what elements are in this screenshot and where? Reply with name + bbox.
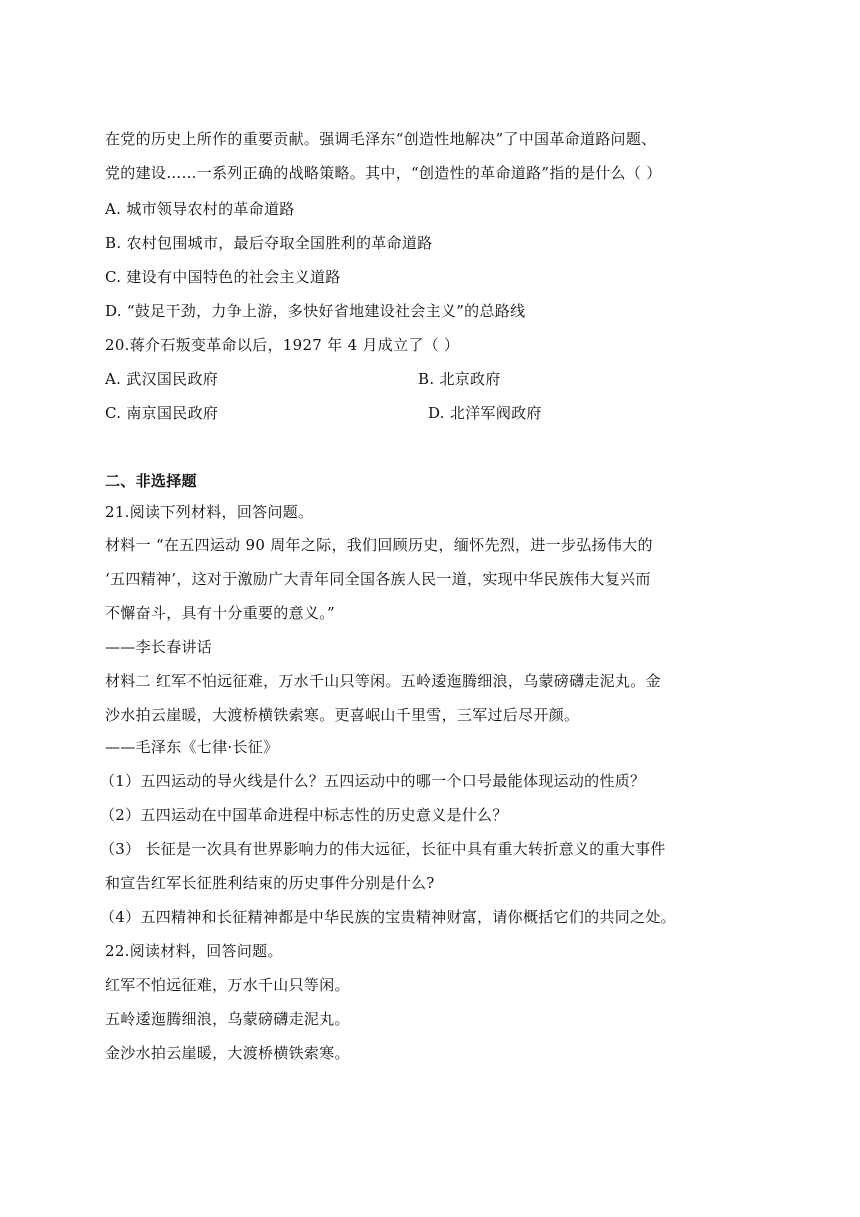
q21-subquestion-3-line1: （3） 长征是一次具有世界影响力的伟大远征，长征中具有重大转折意义的重大事件	[100, 840, 666, 858]
q21-material1-line1: 材料一 “在五四运动 90 周年之际，我们回顾历史，缅怀先烈，进一步弘扬伟大的	[105, 536, 653, 554]
q21-stem: 21.阅读下列材料，回答问题。	[105, 503, 314, 521]
q19-stem-line1: 在党的历史上所作的重要贡献。强调毛泽东“创造性地解决”了中国革命道路问题、	[105, 130, 657, 148]
q21-material2-line1: 材料二 红军不怕远征难，万水千山只等闲。五岭逶迤腾细浪，乌蒙磅礴走泥丸。金	[105, 672, 661, 690]
q21-material2-line2: 沙水拍云崖暖，大渡桥横铁索寒。更喜岷山千里雪，三军过后尽开颜。	[105, 706, 580, 724]
q19-option-c: C. 建设有中国特色的社会主义道路	[105, 268, 341, 286]
q20-option-d: D. 北洋军阀政府	[428, 404, 542, 422]
section-heading: 二、非选择题	[105, 472, 197, 490]
q21-material1-source: ——李长春讲话	[105, 638, 213, 656]
q19-option-a: A. 城市领导农村的革命道路	[105, 200, 295, 218]
q21-subquestion-1: （1）五四运动的导火线是什么？五四运动中的哪一个口号最能体现运动的性质？	[100, 772, 646, 790]
q21-material1-line2: ‘五四精神’，这对于激励广大青年同全国各族人民一道，实现中华民族伟大复兴而	[105, 570, 651, 588]
q21-subquestion-2: （2）五四运动在中国革命进程中标志性的历史意义是什么？	[100, 806, 508, 824]
q22-poem-line2: 五岭逶迤腾细浪，乌蒙磅礴走泥丸。	[105, 1010, 350, 1028]
q20-option-a: A. 武汉国民政府	[105, 370, 219, 388]
q22-poem-line1: 红军不怕远征难，万水千山只等闲。	[105, 976, 350, 994]
q22-stem: 22.阅读材料，回答问题。	[105, 942, 283, 960]
q19-option-b: B. 农村包围城市，最后夺取全国胜利的革命道路	[105, 234, 433, 252]
q21-subquestion-4: （4）五四精神和长征精神都是中华民族的宝贵精神财富，请你概括它们的共同之处。	[100, 908, 676, 926]
q22-poem-line3: 金沙水拍云崖暖，大渡桥横铁索寒。	[105, 1044, 350, 1062]
q19-option-d: D. “鼓足干劲，力争上游，多快好省地建设社会主义”的总路线	[105, 302, 526, 320]
q20-stem: 20.蒋介石叛变革命以后，1927 年 4 月成立了（ ）	[105, 336, 460, 354]
q21-material2-source: ——毛泽东《七律·长征》	[105, 738, 279, 756]
q20-option-c: C. 南京国民政府	[105, 404, 219, 422]
q19-stem-line2: 党的建设……一系列正确的战略策略。其中，“创造性的革命道路”指的是什么（ ）	[105, 164, 662, 182]
q20-option-b: B. 北京政府	[418, 370, 501, 388]
q21-material1-line3: 不懈奋斗，具有十分重要的意义。”	[105, 604, 335, 622]
q21-subquestion-3-line2: 和宣告红军长征胜利结束的历史事件分别是什么?	[105, 874, 435, 892]
